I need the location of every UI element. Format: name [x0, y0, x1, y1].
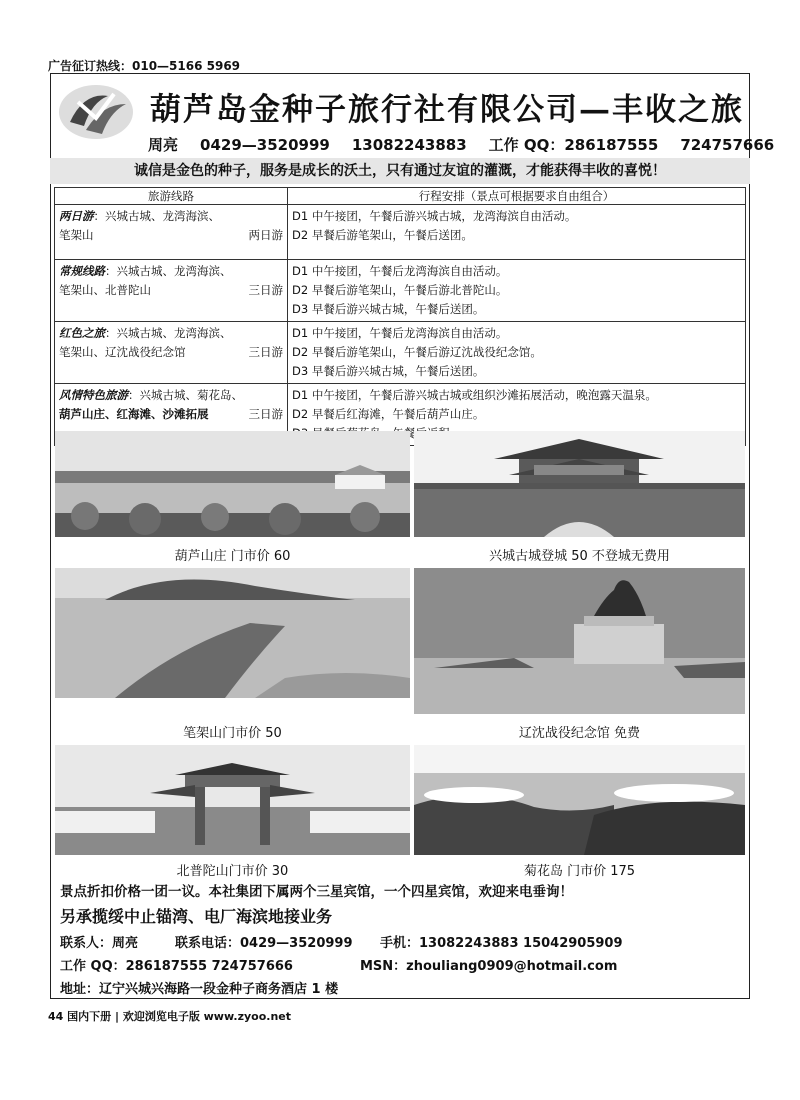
route-name: 红色之旅 — [59, 326, 105, 340]
photo-caption: 笔架山门市价 50 — [183, 726, 282, 741]
route-spots: ：兴城古城、菊花岛、 — [128, 388, 243, 402]
photo-caption: 菊花岛 门市价 175 — [523, 864, 636, 879]
schedule-line: D3 早餐后游兴城古城，午餐后送团。 — [292, 302, 485, 316]
contact-qq: 工作 QQ：286187555 724757666 — [60, 959, 293, 974]
header-qq2: 724757666 — [680, 136, 775, 154]
schedule-line: D2 早餐后红海滩，午餐后葫芦山庄。 — [292, 407, 485, 421]
table-header-row — [55, 188, 746, 205]
company-logo — [56, 82, 136, 142]
header-route: 旅游线路 — [55, 188, 288, 205]
discount-notice: 景点折扣价格一团一议。本社集团下属两个三星宾馆，一个四星宾馆，欢迎来电垂询！ — [60, 884, 573, 900]
route-spots-2: 葫芦山庄、红海滩、沙滩拓展 — [59, 407, 209, 421]
company-name: 葫芦岛金种子旅行社有限公司—丰收之旅 — [150, 92, 744, 128]
route-name: 风情特色旅游 — [59, 388, 128, 402]
schedule-line: D3 早餐后游兴城古城，午餐后送团。 — [292, 364, 485, 378]
table-row — [55, 322, 746, 384]
header-qq-label: 工作 QQ： — [488, 136, 565, 154]
page-footer: 44 国内下册 | 欢迎浏览电子版 www.zyoo.net — [48, 1010, 292, 1023]
header-contact — [148, 134, 796, 155]
route-spots: ：兴城古城、龙湾海滨、 — [105, 326, 232, 340]
ad-hotline: 广告征订热线：010—5166 5969 — [48, 59, 241, 73]
route-days: 三日游 — [248, 407, 283, 421]
business-line: 另承揽绥中止锚湾、电厂海滨地接业务 — [60, 907, 333, 926]
route-spots: ：兴城古城、龙湾海滨、 — [105, 264, 232, 278]
table-row — [55, 205, 746, 260]
photo-caption: 兴城古城登城 50 不登城无费用 — [489, 549, 670, 564]
schedule-line: D2 早餐后游笔架山，午餐后游辽沈战役纪念馆。 — [292, 345, 542, 359]
route-spots-2: 笔架山、北普陀山 — [59, 283, 151, 297]
photo-juhua-island — [414, 745, 745, 855]
header-phone2: 13082243883 — [351, 136, 467, 154]
photo-xingcheng-gate — [414, 431, 745, 537]
contact-msn: MSN：zhouliang0909@hotmail.com — [360, 959, 618, 974]
contact-row-1 — [60, 932, 623, 951]
photo-huludao-villa — [55, 431, 410, 537]
route-spots-2: 笔架山 — [59, 228, 94, 242]
header-qq1: 286187555 — [564, 136, 659, 154]
photo-caption: 葫芦山庄 门市价 60 — [174, 549, 291, 564]
schedule-line: D2 早餐后游笔架山，午餐后游北普陀山。 — [292, 283, 508, 297]
schedule-cell — [288, 322, 746, 384]
route-days: 两日游 — [248, 228, 283, 242]
photo-liaoshen-memorial — [414, 568, 745, 714]
contact-row-2 — [60, 955, 617, 974]
photo-bijia-mountain — [55, 568, 410, 698]
schedule-line: D1 中午接团，午餐后龙湾海滨自由活动。 — [292, 264, 508, 278]
schedule-line: D1 中午接团，午餐后龙湾海滨自由活动。 — [292, 326, 508, 340]
photo-caption: 辽沈战役纪念馆 免费 — [518, 726, 641, 741]
schedule-line: D1 中午接团，午餐后游兴城古城或组织沙滩拓展活动，晚泡露天温泉。 — [292, 388, 657, 402]
schedule-cell — [288, 260, 746, 322]
contact-tel: 联系电话：0429—3520999 — [175, 936, 353, 951]
route-name: 两日游 — [59, 209, 94, 223]
route-days: 三日游 — [248, 345, 283, 359]
route-spots: ：兴城古城、龙湾海滨、 — [93, 209, 220, 223]
contact-address: 地址：辽宁兴城兴海路一段金种子商务酒店 1 楼 — [60, 982, 339, 997]
header-schedule: 行程安排（景点可根据要求自由组合） — [288, 188, 746, 205]
route-cell — [55, 322, 288, 384]
route-name: 常规线路 — [59, 264, 105, 278]
photo-caption: 北普陀山门市价 30 — [176, 864, 289, 879]
schedule-line: D2 早餐后游笔架山，午餐后送团。 — [292, 228, 473, 242]
route-cell — [55, 205, 288, 260]
route-cell — [55, 260, 288, 322]
schedule-cell — [288, 205, 746, 260]
route-days: 三日游 — [248, 283, 283, 297]
schedule-line: D1 中午接团，午餐后游兴城古城，龙湾海滨自由活动。 — [292, 209, 577, 223]
header-phone1: 0429—3520999 — [200, 136, 330, 154]
contact-person: 联系人：周亮 — [60, 936, 139, 951]
header-person: 周亮 — [148, 136, 179, 154]
slogan-banner: 诚信是金色的种子，服务是成长的沃土，只有通过友谊的灌溉，才能获得丰收的喜悦！ — [50, 158, 750, 184]
contact-mobile: 手机：13082243883 15042905909 — [380, 936, 623, 951]
routes-table — [54, 187, 746, 446]
table-row — [55, 260, 746, 322]
route-spots-2: 笔架山、辽沈战役纪念馆 — [59, 345, 186, 359]
photo-north-putuo-gate — [55, 745, 410, 855]
